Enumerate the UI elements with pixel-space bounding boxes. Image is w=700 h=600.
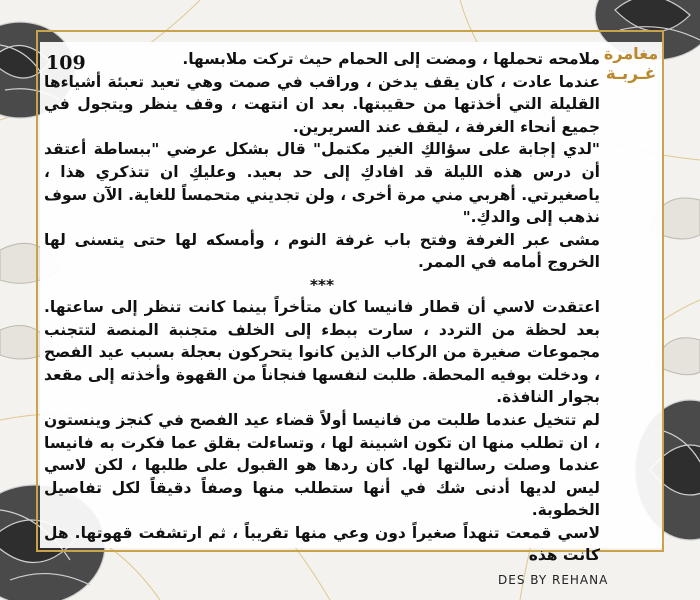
paragraph: لاسي قمعت تنهداً صغيراً دون وعي منها تقريباً ، ثم ارتشفت قهوتها. هل كانت هذه: [44, 523, 600, 565]
logo-line-1: مغامرة: [603, 44, 659, 63]
paragraph: اعتقدت لاسي أن قطار فانيسا كان متأخراً بينما كانت تنظر إلى ساعتها. بعد لحظة من التردد ، سارت ببطء إلى الخلف متجنبة المنصة لتتجنب مجموعات صغيرة من الركاب الذين كانوا يتحركون بعجلة بسبب عيد الفصح ، ودخلت بوفيه المحطة. طلبت لنفسها فنجاناً من القهوة وأخذته إلى مقعد بجوار النافذة.: [44, 297, 600, 407]
paragraph: عندما عادت ، كان يقف يدخن ، وراقب في صمت وهي تعيد تعبئة أشياءها القليلة التي أخذتها من حقيبتها. بعد ان انتهت ، وقف ينظر ويتجول في جميع أنحاء الغرفة ، ليقف عند السريرين.: [44, 72, 600, 136]
paragraph: "لدي إجابة على سؤالكِ الغير مكتمل" قال بشكل عرضي "ببساطة أعتقد أن درس هذه الليلة قد افادكِ إلى حد بعيد. وعليكِ ان تتذكري هذا ، ياصغيرتي. أهربي مني مرة أخرى ، ولن تجديني متحمساً للغاية. الآن سوف نذهب إلى والدكِ.": [44, 140, 600, 227]
paragraph: ملامحه تحملها ، ومضت إلى الحمام حيث تركت ملابسها.: [182, 50, 600, 68]
logo: [600, 44, 662, 84]
paragraph: لم تتخيل عندما طلبت من فانيسا أولاً قضاء عيد الفصح في كنجز وينستون ، ان تطلب منها ان تكون اشبينة لها ، وتساءلت بقلق عما فكرت به فانيسا عندما وصلت رسالتها لها. كان ردها هو القبول على طلبها ، لكن لاسي ليس لديها أدنى شك في أنها ستطلب منها وصفاً دقيقاً لكل تفاصيل الخطوبة.: [44, 410, 600, 520]
story-text: [44, 48, 600, 567]
page-number: 109: [46, 52, 86, 74]
logo-line-2: غـربـة: [605, 64, 657, 84]
designer-credit: DES BY REHANA: [498, 573, 609, 587]
section-separator: ***: [309, 275, 335, 294]
paragraph: مشى عبر الغرفة وفتح باب غرفة النوم ، وأمسكه لها حتى يتسنى لها الخروج أمامه في الممر.: [44, 230, 600, 272]
